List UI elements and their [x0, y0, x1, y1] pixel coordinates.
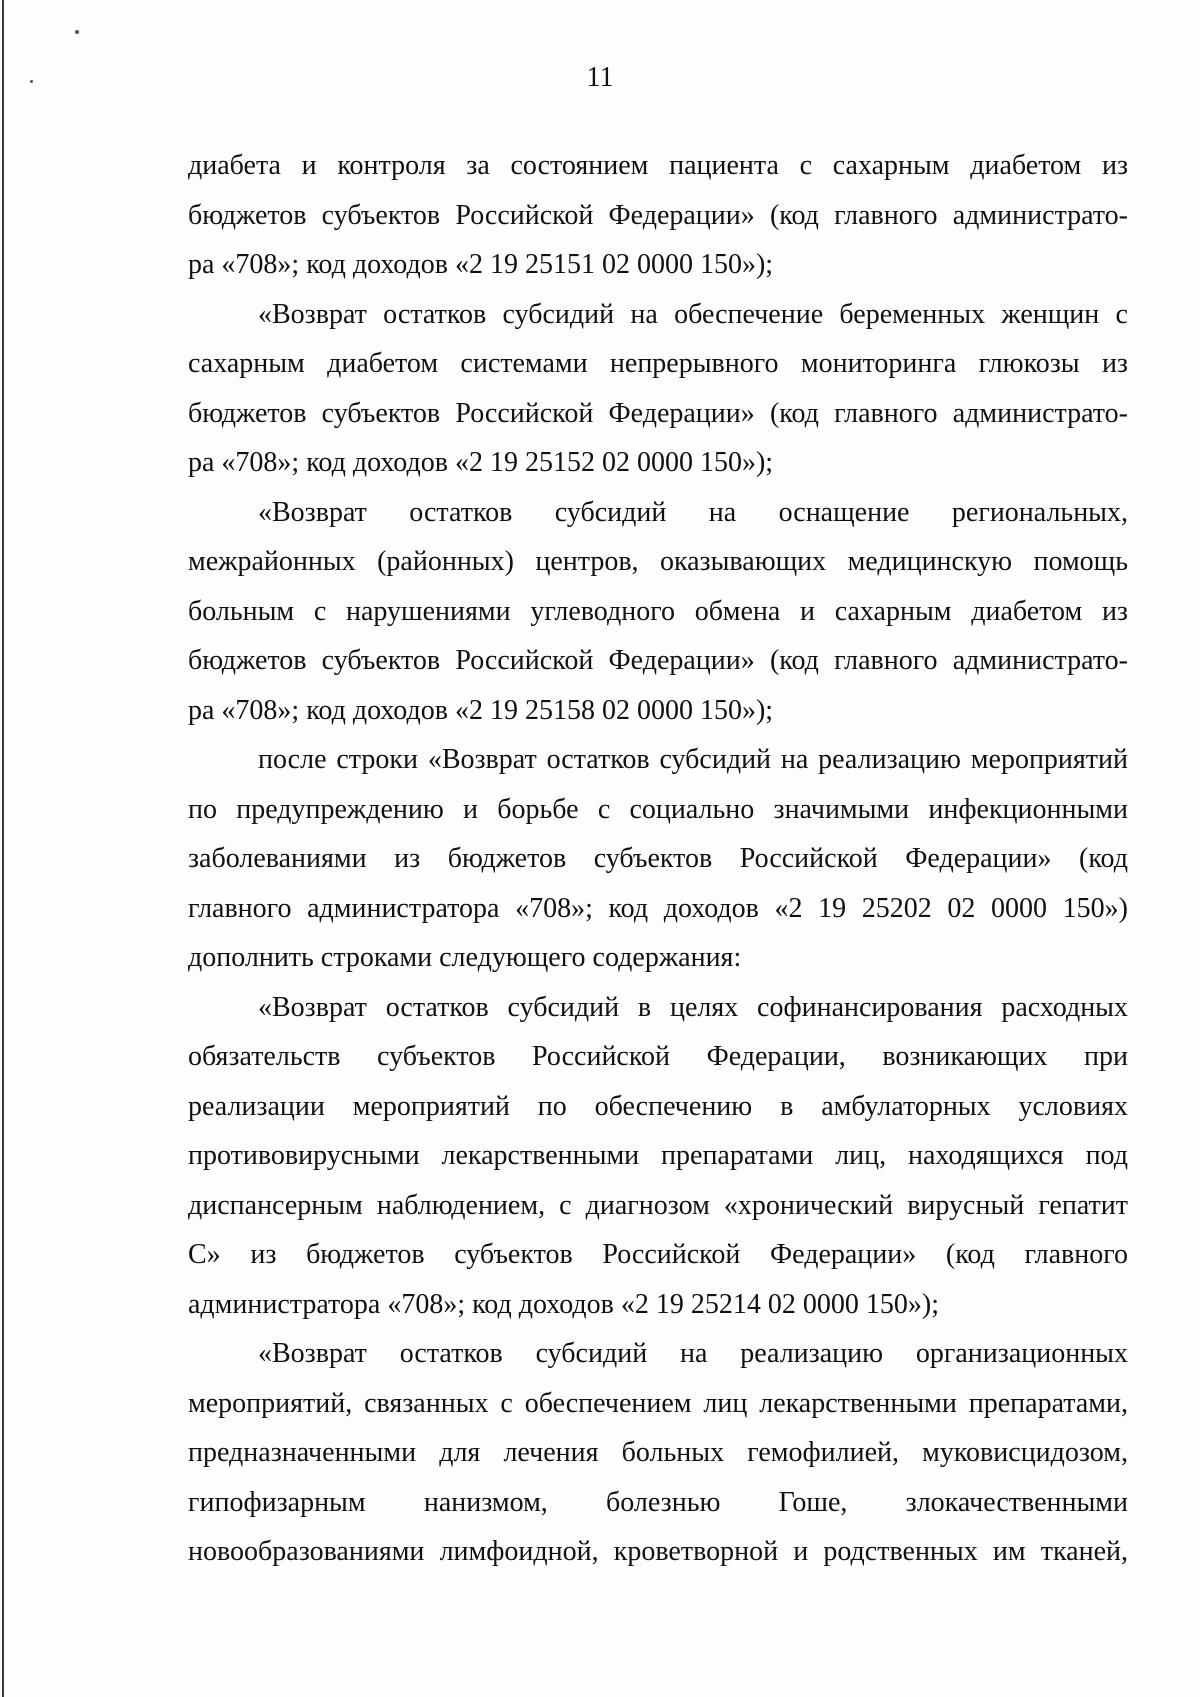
text-line: ра «708»; код доходов «2 19 25152 02 0000 150»);	[188, 447, 774, 478]
text-line: ра «708»; код доходов «2 19 25158 02 0000 150»);	[188, 694, 774, 726]
paragraph	[188, 983, 1128, 1330]
text-line: диабета и контроля за состоянием пациента с сахарным диабетом из	[188, 150, 1128, 181]
text-line: противовирусными лекарственными препаратами лиц, находящихся под	[188, 1140, 1128, 1171]
text-line: «Возврат остатков субсидий в целях софинансирования расходных	[258, 991, 1128, 1023]
text-line: бюджетов субъектов Российской Федерации» (код главного администрато-	[188, 199, 1128, 231]
text-line: главного администратора «708»; код доходов «2 19 25202 02 0000 150»)	[188, 892, 1128, 924]
text-line: после строки «Возврат остатков субсидий на реализацию мероприятий	[258, 744, 1128, 775]
text-line: реализации мероприятий по обеспечению в амбулаторных условиях	[188, 1090, 1128, 1122]
text-line: межрайонных (районных) центров, оказывающих медицинскую помощь	[188, 546, 1128, 577]
text-line: больным с нарушениями углеводного обмена и сахарным диабетом из	[188, 595, 1128, 627]
text-line: новообразованиями лимфоидной, кроветворной и родственных им тканей,	[188, 1536, 1128, 1567]
text-line: бюджетов субъектов Российской Федерации» (код главного администрато-	[188, 397, 1128, 429]
text-line: обязательств субъектов Российской Федерации, возникающих при	[188, 1041, 1128, 1072]
paragraph	[188, 735, 1128, 983]
text-line: «Возврат остатков субсидий на оснащение региональных,	[258, 496, 1128, 528]
text-line: «Возврат остатков субсидий на обеспечение беременных женщин с	[258, 298, 1128, 330]
text-line: С» из бюджетов субъектов Российской Федерации» (код главного	[188, 1239, 1128, 1270]
page-number: 11	[586, 62, 614, 93]
paragraph	[188, 141, 1128, 290]
document-body	[188, 141, 1128, 1577]
text-line: предназначенными для лечения больных гемофилией, муковисцидозом,	[188, 1437, 1128, 1468]
text-line: диспансерным наблюдением, с диагнозом «хронический вирусный гепатит	[188, 1189, 1128, 1221]
paragraph	[188, 488, 1128, 736]
text-line: по предупреждению и борьбе с социально значимыми инфекционными	[188, 793, 1128, 825]
text-line: ра «708»; код доходов «2 19 25151 02 0000 150»);	[188, 249, 774, 280]
paragraph	[188, 290, 1128, 488]
text-line: бюджетов субъектов Российской Федерации» (код главного администрато-	[188, 645, 1128, 676]
text-line: администратора «708»; код доходов «2 19 25214 02 0000 150»);	[188, 1288, 939, 1320]
paragraph	[188, 1329, 1128, 1577]
text-line: сахарным диабетом системами непрерывного мониторинга глюкозы из	[188, 348, 1128, 379]
text-line: заболеваниями из бюджетов субъектов Российской Федерации» (код	[188, 843, 1128, 874]
text-line: мероприятий, связанных с обеспечением лиц лекарственными препаратами,	[188, 1387, 1128, 1419]
scan-edge-line	[2, 0, 4, 1697]
scan-speck	[75, 30, 79, 34]
text-line: гипофизарным нанизмом, болезнью Гоше, злокачественными	[188, 1486, 1128, 1518]
text-line: дополнить строками следующего содержания:	[188, 942, 742, 973]
text-line: «Возврат остатков субсидий на реализацию организационных	[258, 1338, 1128, 1369]
